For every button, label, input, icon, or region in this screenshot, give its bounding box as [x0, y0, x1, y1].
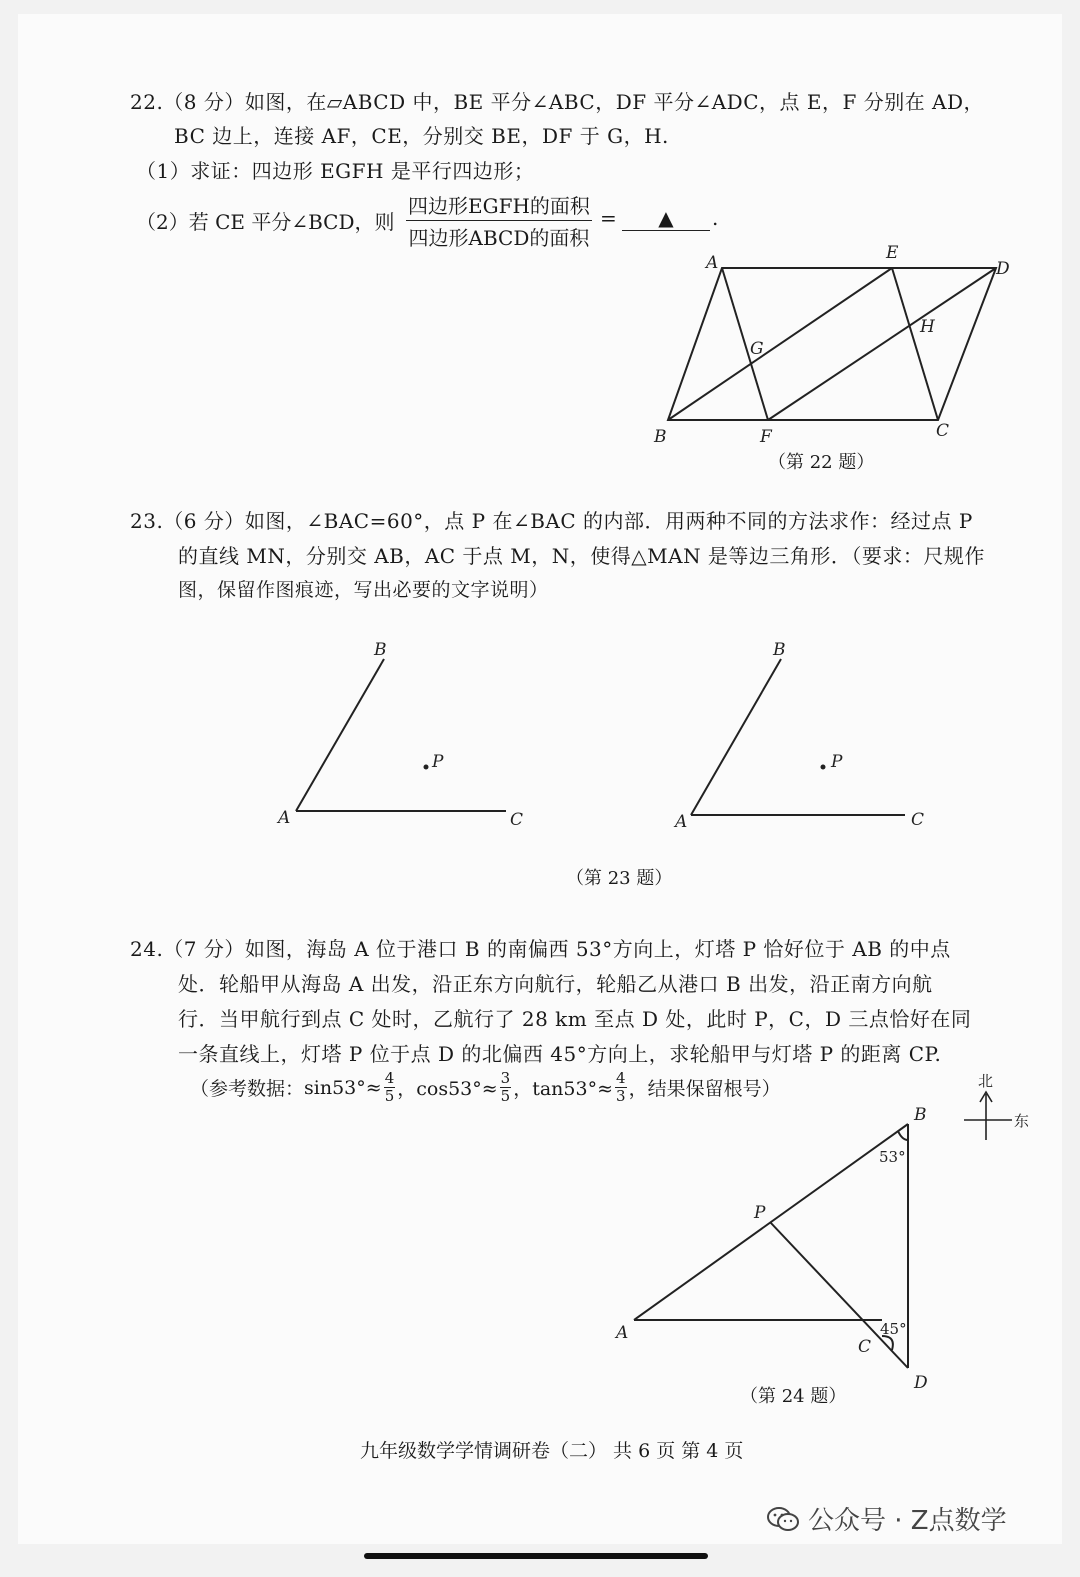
q23-caption: （第 23 题）	[566, 868, 673, 889]
q24-label-c: C	[858, 1337, 872, 1357]
q24-tan-den: 3	[616, 1087, 626, 1105]
q24-tan-num: 4	[616, 1069, 626, 1087]
q24-cos-num: 3	[500, 1069, 511, 1087]
q22-label-h: H	[920, 317, 935, 337]
q24-ref-cos: ，cos53°≈	[397, 1078, 498, 1100]
q22-line1: 22.（8 分）如图，在▱ABCD 中，BE 平分∠ABC，DF 平分∠ADC，点 E，F 分别在 AD，	[130, 90, 985, 114]
q24-east-label: 东	[1014, 1112, 1030, 1130]
q24-cos-fraction	[500, 1070, 512, 1105]
q22-fraction-denominator: 四边形ABCD的面积	[408, 226, 590, 250]
q24-ref-tan: ，tan53°≈	[513, 1078, 614, 1100]
q22-line2: BC 边上，连接 AF，CE，分别交 BE，DF 于 G，H.	[174, 124, 669, 148]
home-indicator-bar[interactable]	[364, 1553, 708, 1559]
q24-angle-45: 45°	[880, 1320, 907, 1338]
q22-answer-blank	[622, 206, 710, 231]
q24-line3: 行．当甲航行到点 C 处时，乙航行了 28 km 至点 D 处，此时 P，C，D 三点恰好在同	[178, 1007, 972, 1031]
watermark	[766, 1500, 1007, 1537]
q22-label-b: B	[654, 427, 667, 447]
q24-north-label: 北	[978, 1072, 994, 1090]
q24-ref-prefix: （参考数据：	[190, 1078, 305, 1100]
q24-navigation-figure	[600, 1070, 1040, 1400]
q22-label-f: F	[760, 427, 772, 447]
q24-label-p: P	[754, 1203, 766, 1223]
wechat-icon	[766, 1506, 800, 1532]
q23-right-label-p: P	[831, 752, 843, 772]
q22-label-g: G	[750, 339, 764, 359]
q24-label-d: D	[914, 1373, 928, 1393]
q24-line4: 一条直线上，灯塔 P 位于点 D 的北偏西 45°方向上，求轮船甲与灯塔 P 的距离 CP.	[178, 1042, 942, 1066]
q24-line2: 处．轮船甲从海岛 A 出发，沿正东方向航行，轮船乙从港口 B 出发，沿正南方向航	[178, 972, 933, 996]
q24-sin-fraction	[384, 1070, 396, 1105]
q23-left-angle-figure	[270, 635, 540, 835]
q22-area-fraction	[406, 190, 592, 251]
q23-line3: 图，保留作图痕迹，写出必要的文字说明）	[178, 579, 549, 601]
q23-right-label-a: A	[675, 812, 688, 832]
q24-caption: （第 24 题）	[740, 1386, 847, 1407]
q24-sin-num: 4	[384, 1069, 395, 1087]
q22-equals: =	[600, 206, 617, 230]
q22-label-c: C	[936, 421, 950, 441]
q23-line1: 23.（6 分）如图，∠BAC=60°，点 P 在∠BAC 的内部．用两种不同的方法求作：经过点 P	[130, 509, 973, 533]
q22-fraction-numerator: 四边形EGFH的面积	[406, 190, 592, 221]
q22-label-d: D	[996, 259, 1010, 279]
q24-cos-den: 5	[500, 1087, 511, 1105]
q23-line2: 的直线 MN，分别交 AB，AC 于点 M，N，使得△MAN 是等边三角形．（要求：尺规作	[178, 544, 985, 568]
q23-right-label-c: C	[911, 810, 925, 830]
q23-right-label-b: B	[773, 640, 786, 660]
compass-icon	[964, 1092, 1012, 1140]
q23-left-label-c: C	[510, 810, 524, 830]
q22-parallelogram-figure	[650, 240, 1030, 450]
q24-ref-sin: sin53°≈	[304, 1076, 382, 1099]
q24-sin-den: 5	[384, 1087, 395, 1105]
q22-part2-prefix: （2）若 CE 平分∠BCD，则	[136, 210, 395, 234]
q22-label-a: A	[706, 253, 719, 273]
q24-label-a: A	[616, 1323, 629, 1343]
q22-part1: （1）求证：四边形 EGFH 是平行四边形；	[136, 159, 535, 183]
q22-caption: （第 22 题）	[768, 452, 875, 473]
q22-label-e: E	[886, 243, 899, 263]
q22-period: .	[712, 206, 719, 230]
q23-left-label-p: P	[432, 752, 444, 772]
q23-left-label-a: A	[278, 808, 291, 828]
watermark-text: 公众号 · Z点数学	[808, 1506, 1007, 1536]
q24-ref-suffix: ，结果保留根号）	[628, 1078, 781, 1100]
q24-angle-53: 53°	[879, 1148, 906, 1166]
q23-left-label-b: B	[374, 640, 387, 660]
q23-right-angle-figure	[665, 635, 945, 835]
q24-label-b: B	[914, 1105, 927, 1125]
q22-blank-triangle-icon: ▲	[658, 206, 674, 230]
page-footer: 九年级数学学情调研卷（二） 共 6 页 第 4 页	[360, 1440, 744, 1462]
q24-line1: 24.（7 分）如图，海岛 A 位于港口 B 的南偏西 53°方向上，灯塔 P 恰好位于 AB 的中点	[130, 937, 951, 961]
